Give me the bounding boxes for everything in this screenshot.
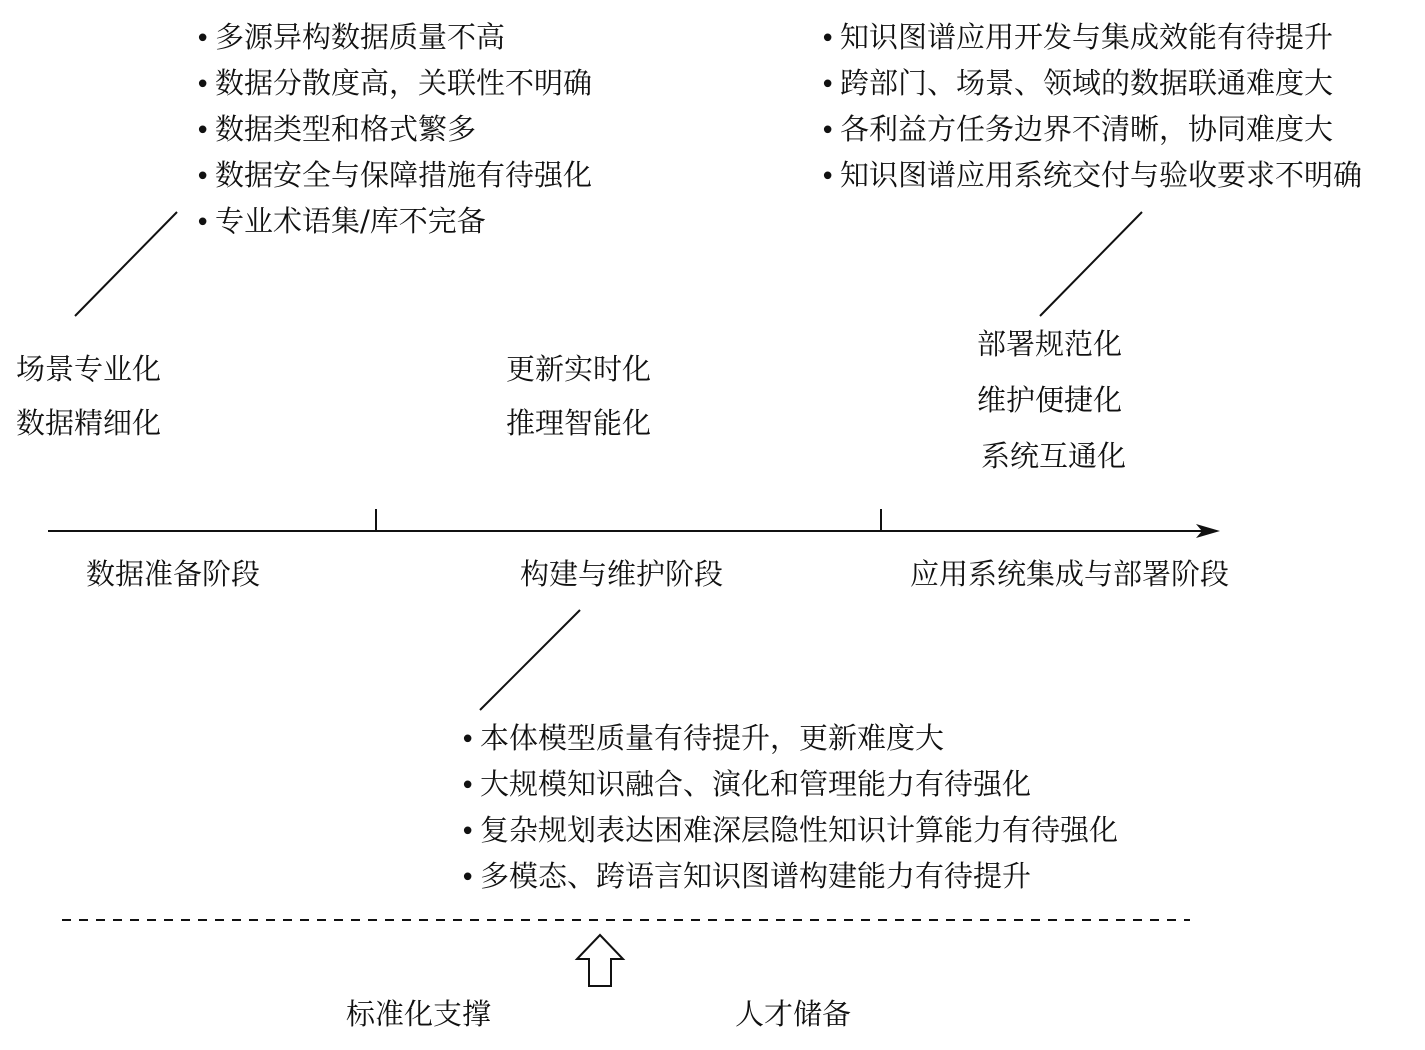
list-item: • 本体模型质量有待提升，更新难度大: [460, 715, 1118, 761]
bullet-icon: •: [820, 70, 836, 100]
data-prep-feature-1: 场景专业化: [16, 352, 162, 386]
bullet-icon: •: [195, 116, 211, 146]
list-item: • 多模态、跨语言知识图谱构建能力有待提升: [460, 853, 1118, 899]
connector-data-prep: [75, 212, 177, 316]
deploy-feature-2: 维护便捷化: [977, 383, 1123, 417]
bullet-icon: •: [195, 70, 211, 100]
bullet-icon: •: [460, 771, 476, 801]
build-feature-1: 更新实时化: [506, 352, 652, 386]
data-prep-challenge-list: [195, 14, 592, 244]
list-item: • 多源异构数据质量不高: [195, 14, 592, 60]
build-feature-2: 推理智能化: [506, 406, 652, 440]
deploy-feature-3: 系统互通化: [981, 439, 1127, 473]
list-item: • 复杂规划表达困难深层隐性知识计算能力有待强化: [460, 807, 1118, 853]
list-item: • 各利益方任务边界不清晰，协同难度大: [820, 106, 1362, 152]
build-challenge-list: [460, 715, 1118, 899]
support-talent: 人才储备: [735, 997, 852, 1031]
bullet-icon: •: [460, 817, 476, 847]
bullet-icon: •: [460, 725, 476, 755]
phase-label-build: 构建与维护阶段: [520, 557, 724, 591]
list-item: • 数据分散度高，关联性不明确: [195, 60, 592, 106]
list-item: • 数据类型和格式繁多: [195, 106, 592, 152]
bullet-icon: •: [195, 162, 211, 192]
data-prep-feature-2: 数据精细化: [16, 406, 162, 440]
bullet-icon: •: [460, 863, 476, 893]
deploy-feature-1: 部署规范化: [977, 327, 1123, 361]
phase-label-deploy: 应用系统集成与部署阶段: [910, 557, 1230, 591]
connector-build: [480, 610, 580, 710]
bullet-icon: •: [820, 162, 836, 192]
support-standardization: 标准化支撑: [346, 997, 492, 1031]
bullet-icon: •: [820, 24, 836, 54]
bullet-icon: •: [195, 24, 211, 54]
list-item: • 跨部门、场景、领域的数据联通难度大: [820, 60, 1362, 106]
list-item: • 专业术语集/库不完备: [195, 198, 592, 244]
bullet-icon: •: [820, 116, 836, 146]
list-item: • 大规模知识融合、演化和管理能力有待强化: [460, 761, 1118, 807]
bullet-icon: •: [195, 208, 211, 238]
support-up-arrow: [577, 935, 623, 986]
list-item: • 知识图谱应用系统交付与验收要求不明确: [820, 152, 1362, 198]
phase-label-data-prep: 数据准备阶段: [86, 557, 261, 591]
list-item: • 知识图谱应用开发与集成效能有待提升: [820, 14, 1362, 60]
connector-deploy: [1040, 212, 1142, 316]
list-item: • 数据安全与保障措施有待强化: [195, 152, 592, 198]
deploy-challenge-list: [820, 14, 1362, 198]
